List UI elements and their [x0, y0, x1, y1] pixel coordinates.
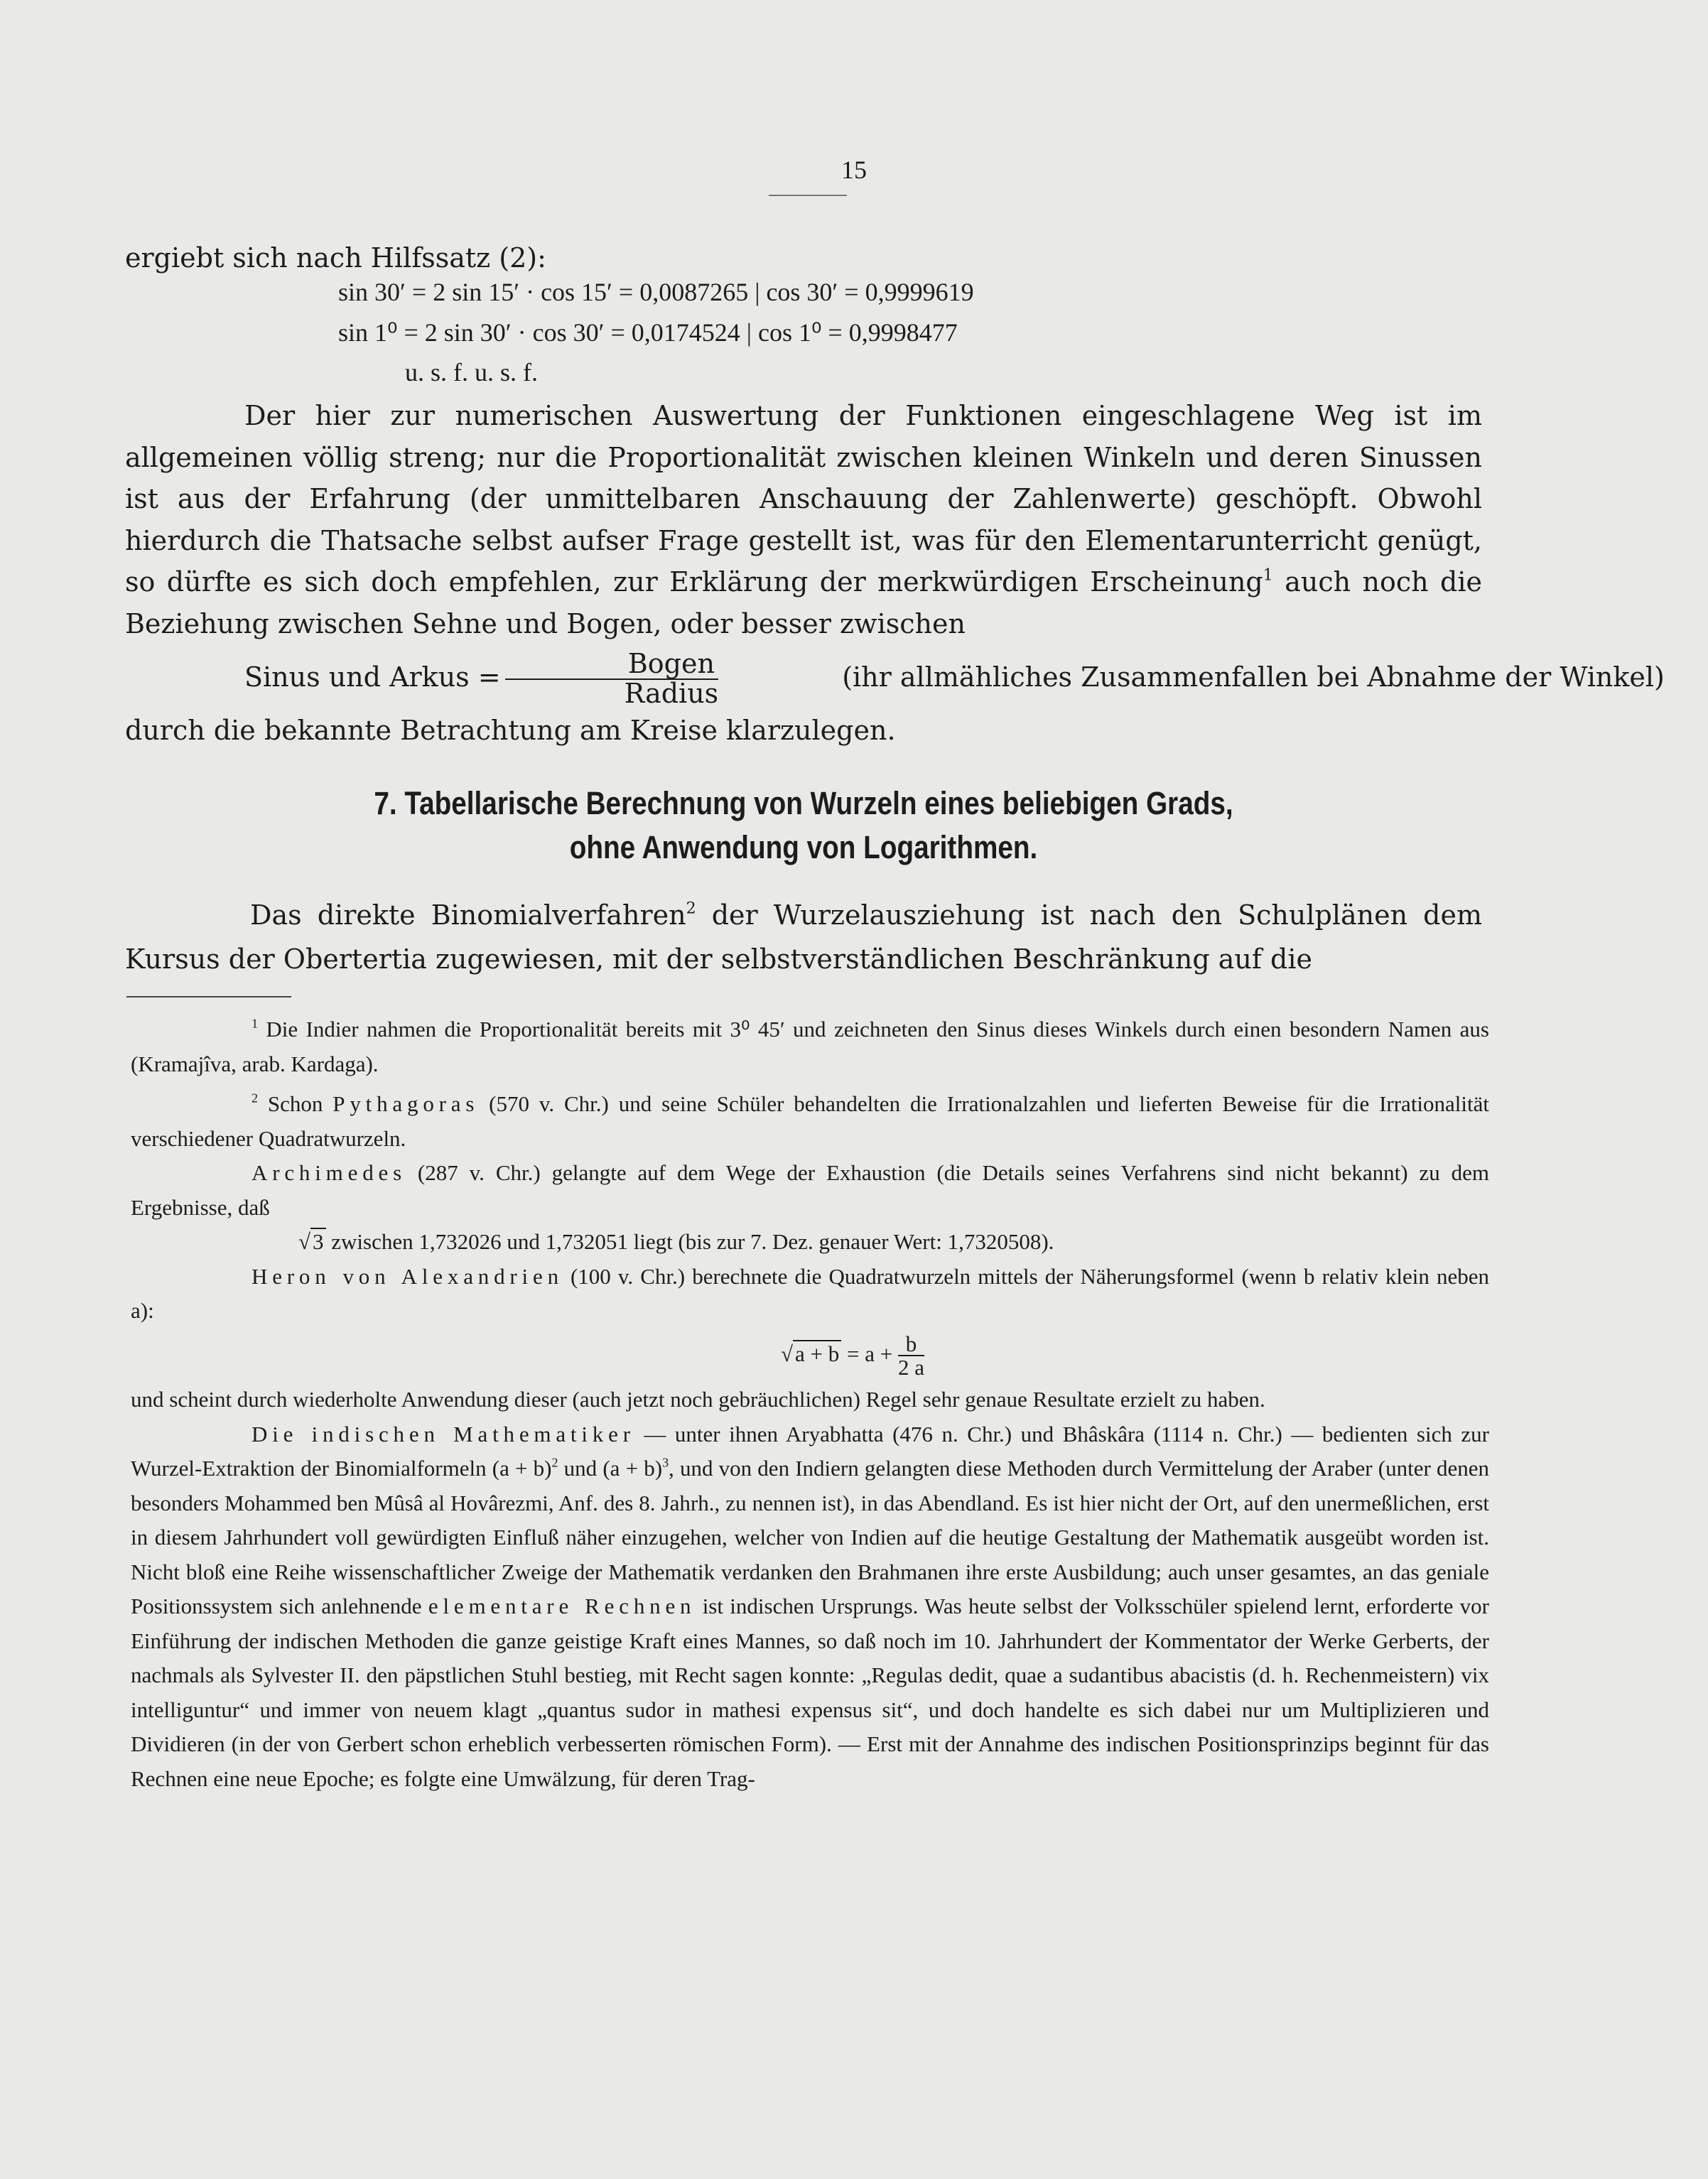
footnote-1: $^1$ Die Indier nahmen die Proportionalität bereits mit 3⁰ 45′ und zeichneten den Sinus dieses Winkels durch einen besondern Namen aus (Kramajîva, arab. Kardaga). [131, 1016, 1489, 1076]
footnotes [131, 1012, 1489, 1796]
heading-line-1: 7. Tabellarische Berechnung von Wurzeln eines beliebigen Grads, [374, 785, 1233, 821]
name-archimedes: Archimedes [252, 1160, 406, 1185]
footnote-divider [126, 996, 291, 997]
radical-sign: √ [298, 1229, 311, 1254]
radical-sign: √ [780, 1341, 793, 1366]
paragraph-binomial [125, 893, 1482, 981]
fraction-denominator: Radius [624, 678, 719, 710]
radicand-3: 3 [310, 1228, 326, 1254]
name-indian-mathematicians: Die indischen Mathematiker [252, 1421, 635, 1447]
name-heron: Heron von Alexandrien [252, 1263, 563, 1289]
paragraph-last-line: durch die bekannte Betrachtung am Kreise klarzulegen. [125, 715, 896, 746]
page-number-rule [769, 195, 847, 196]
formula-sin-30: sin 30′ = 2 sin 15′ · cos 15′ = 0,0087265 | cos 30′ = 0,9999619 [338, 278, 974, 306]
page-number: 15 [841, 156, 867, 184]
footnote-mark-2: 2 [252, 1091, 258, 1105]
paragraph-text: der Wurzelausziehung ist nach den Schulplänen dem Kursus der Obertertia zugewiesen, mit der selbstverständlichen Beschränkung auf die [125, 899, 1482, 975]
formula-sin-1: sin 1⁰ = 2 sin 30′ · cos 30′ = 0,0174524 | cos 1⁰ = 0,9998477 [338, 318, 958, 347]
paragraph-text: Der hier zur numerischen Auswertung der Funktionen eingeschlagene Weg ist im allgemeinen völlig streng; nur die Proportionalität zwischen kleinen Winkeln und deren Sinussen ist aus der Erfahrung (der unmittelbaren Anschauung der Zahlenwerte) geschöpft. Obwohl hierdurch die Thatsache selbst aufser Frage gestellt ist, was für den Elementarunterricht genügt, so dürfte es sich doch empfehlen, zur Erklärung der merkwürdigen Erscheinung [125, 400, 1482, 598]
heron-fraction [898, 1333, 924, 1378]
formula-usf: u. s. f. u. s. f. [405, 358, 538, 386]
radicand-a-plus-b: a + b [793, 1340, 841, 1366]
footnote-2: $^2$ Schon Pythagoras (570 v. Chr.) und seine Schüler behandelten die Irrationalzahlen und lieferten Beweise für die Irrationalität verschiedener Quadratwurzeln. [131, 1091, 1490, 1151]
sinus-lead: Sinus und Arkus = $\frac{\text{Bogen}}{\text{Radius}}$ [244, 648, 719, 710]
footnote-indian: Die indischen Mathematiker — unter ihnen Aryabhatta (476 n. Chr.) und Bhâskâra (1114 n. Chr.) — bedienten sich zur Wurzel-Extraktion der Binomialformeln $(a + b)^2$ und $(a + b)^3$, und von den Indiern gelangten diese Methoden durch Vermittelung der Araber (unter denen besonders Mohammed ben Mûsâ al Hovârezmi, Anf. des 8. Jahrh., zu nennen ist), in das Abendland. Es ist hier nicht der Ort, auf den unermeßlichen, erst in diesem Jahrhundert voll gewürdigten Einfluß näher einzugehen, welcher von Indien auf die heutige Gestaltung der Mathematik ausgeübt worden ist. Nicht bloß eine Reihe wissenschaftlicher Zweige der Mathematik verdanken den Brahmanen ihre erste Ausbildung; auch unser gesamtes, an das geniale Positionssystem sich anlehnende elementare Rechnen ist indischen Ursprungs. Was heute selbst der Volksschüler spielend lernt, erforderte vor Einführung der indischen Methoden die ganze geistige Kraft eines Mannes, so daß noch im 10. Jahrhundert der Kommentator der Werke Gerberts, der nachmals als Sylvester II. den päpstlichen Stuhl bestieg, mit Recht sagen konnte: „Regulas dedit, quae a sudantibus abacistis (d. h. Rechenmeistern) vix intelliguntur“ und immer von neuem klagt „quantus sudor in mathesi expensus sit“, und doch handelte es sich dabei nur um Multiplizieren und Dividieren (in der von Gerbert schon erheblich verbesserten römischen Form). — Erst mit der Annahme des indischen Positionsprinzips beginnt für das Rechnen eine neue Epoche; es folgte eine Umwälzung, für deren Trag- [131, 1421, 1490, 1791]
paragraph-sinus [125, 395, 1665, 752]
section-heading [220, 782, 1388, 870]
footnote-heron: Heron von Alexandrien (100 v. Chr.) berechnete die Quadratwurzeln mittels der Näherungsformel (wenn b relativ klein neben a): [131, 1263, 1489, 1323]
footnote-heron-tail: und scheint durch wiederholte Anwendung dieser (auch jetzt noch gebräuchlichen) Regel sehr genaue Resultate erzielt zu haben. [131, 1387, 1265, 1412]
heading-line-2: ohne Anwendung von Logarithmen. [569, 829, 1038, 865]
sinus-tail: (ihr allmähliches Zusammenfallen bei Abnahme der Winkel) [842, 661, 1665, 693]
heron-formula: √a + b = a + $\frac{b}{2 a}$ [780, 1331, 924, 1380]
paragraph-text: auch noch die Beziehung zwischen Sehne und Bogen, oder besser zwischen [125, 566, 1483, 639]
footnote-archimedes: Archimedes (287 v. Chr.) gelangte auf dem Wege der Exhaustion (die Details seines Verfahrens sind nicht bekannt) zu dem Ergebnisse, daß [131, 1160, 1489, 1220]
footnote-mark-1: 1 [252, 1016, 258, 1031]
bogen-radius-fraction [505, 650, 719, 708]
heron-fraction-denominator: 2 a [897, 1355, 924, 1380]
paragraph-sinus-body [125, 395, 1482, 644]
heron-fraction-numerator: b [898, 1333, 924, 1356]
sinus-arkus-line [125, 644, 1665, 710]
intro-line: ergiebt sich nach Hilfssatz (2): [125, 242, 546, 274]
paragraph-text: Das direkte Binomialverfahren [250, 899, 686, 931]
footnote-ref-1: 1 [1263, 566, 1273, 585]
name-pythagoras: Pythagoras [333, 1091, 480, 1116]
fraction-numerator: Bogen [505, 650, 719, 680]
spaced-elementare-rechnen: elementare Rechnen [428, 1594, 696, 1619]
footnote-sqrt3: √3 zwischen 1,732026 und 1,732051 liegt (bis zur 7. Dez. genauer Wert: 1,7320508). [298, 1229, 1054, 1254]
footnote-ref-2: 2 [686, 899, 696, 918]
